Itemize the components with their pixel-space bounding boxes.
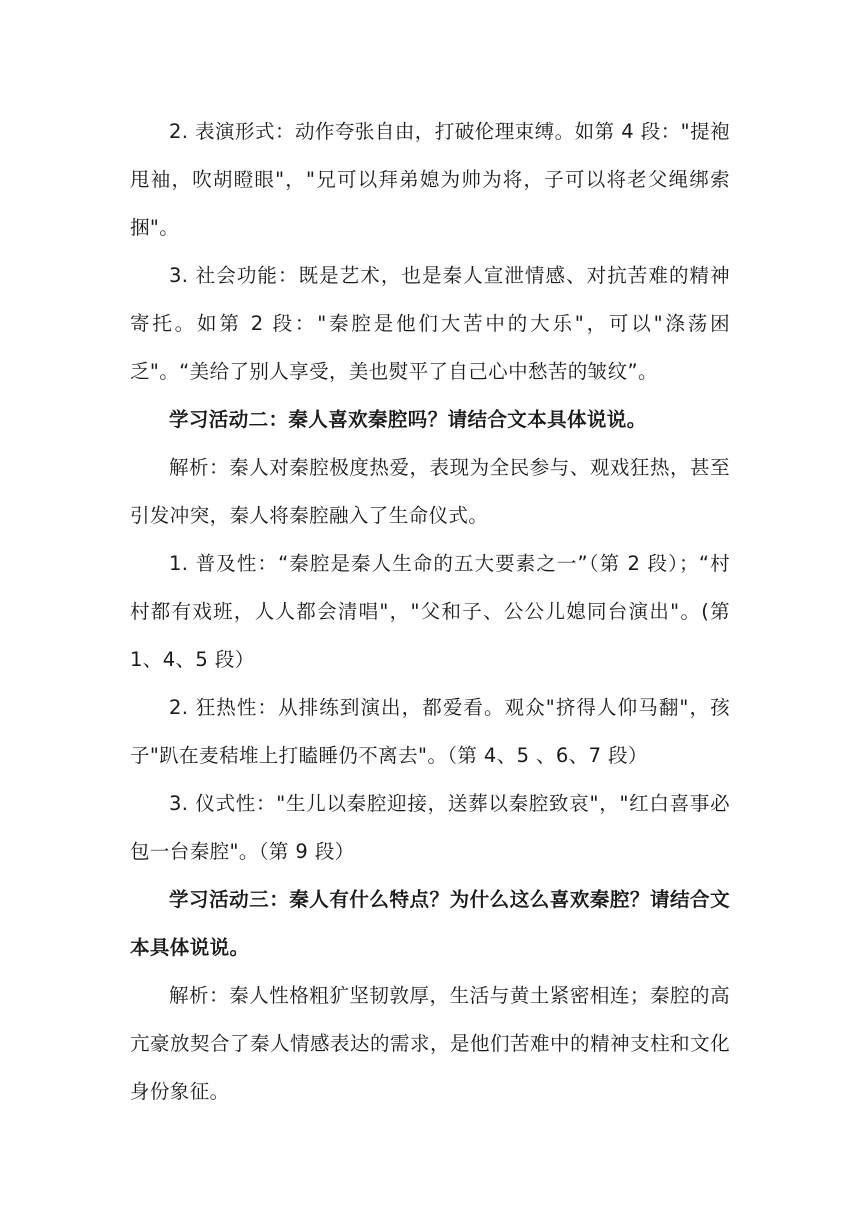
paragraph-popularity: 1. 普及性：“秦腔是秦人生命的五大要素之一”（第 2 段）；“村村都有戏班，人人都会清唱"，"父和子、公公儿媳同台演出"。(第 1、4、5 段）: [130, 552, 730, 671]
paragraph-social-function: 3. 社会功能：既是艺术，也是秦人宣泄情感、对抗苦难的精神寄托。如第 2 段："秦腔是他们大苦中的大乐"，可以"涤荡困乏"。“美给了别人享受，美也熨平了自己心中愁苦的皱纹”。: [130, 264, 730, 383]
paragraph-enthusiasm: 2. 狂热性：从排练到演出，都爱看。观众"挤得人仰马翻"，孩子"趴在麦秸堆上打瞌睡仍不离去"。（第 4、5 、6、7 段）: [130, 696, 730, 767]
heading-activity-two: 学习活动二：秦人喜欢秦腔吗？请结合文本具体说说。: [169, 408, 647, 431]
paragraph-performance-form: 2. 表演形式：动作夸张自由，打破伦理束缚。如第 4 段："提袍甩袖，吹胡瞪眼"，"兄可以拜弟媳为帅为将，子可以将老父绳绑索捆"。: [130, 120, 730, 239]
paragraph-ritual: 3. 仪式性："生儿以秦腔迎接，送葬以秦腔致哀"，"红白喜事必包一台秦腔"。（第 9 段）: [130, 792, 730, 863]
document-body: [130, 108, 730, 1116]
paragraph-analysis-two: 解析：秦人对秦腔极度热爱，表现为全民参与、观戏狂热，甚至引发冲突，秦人将秦腔融入了生命仪式。: [130, 456, 730, 527]
paragraph-analysis-three: 解析：秦人性格粗犷坚韧敦厚，生活与黄土紧密相连；秦腔的高亢豪放契合了秦人情感表达的需求，是他们苦难中的精神支柱和文化身份象征。: [130, 984, 730, 1103]
heading-activity-three: 学习活动三：秦人有什么特点？为什么这么喜欢秦腔？请结合文本具体说说。: [130, 888, 730, 959]
